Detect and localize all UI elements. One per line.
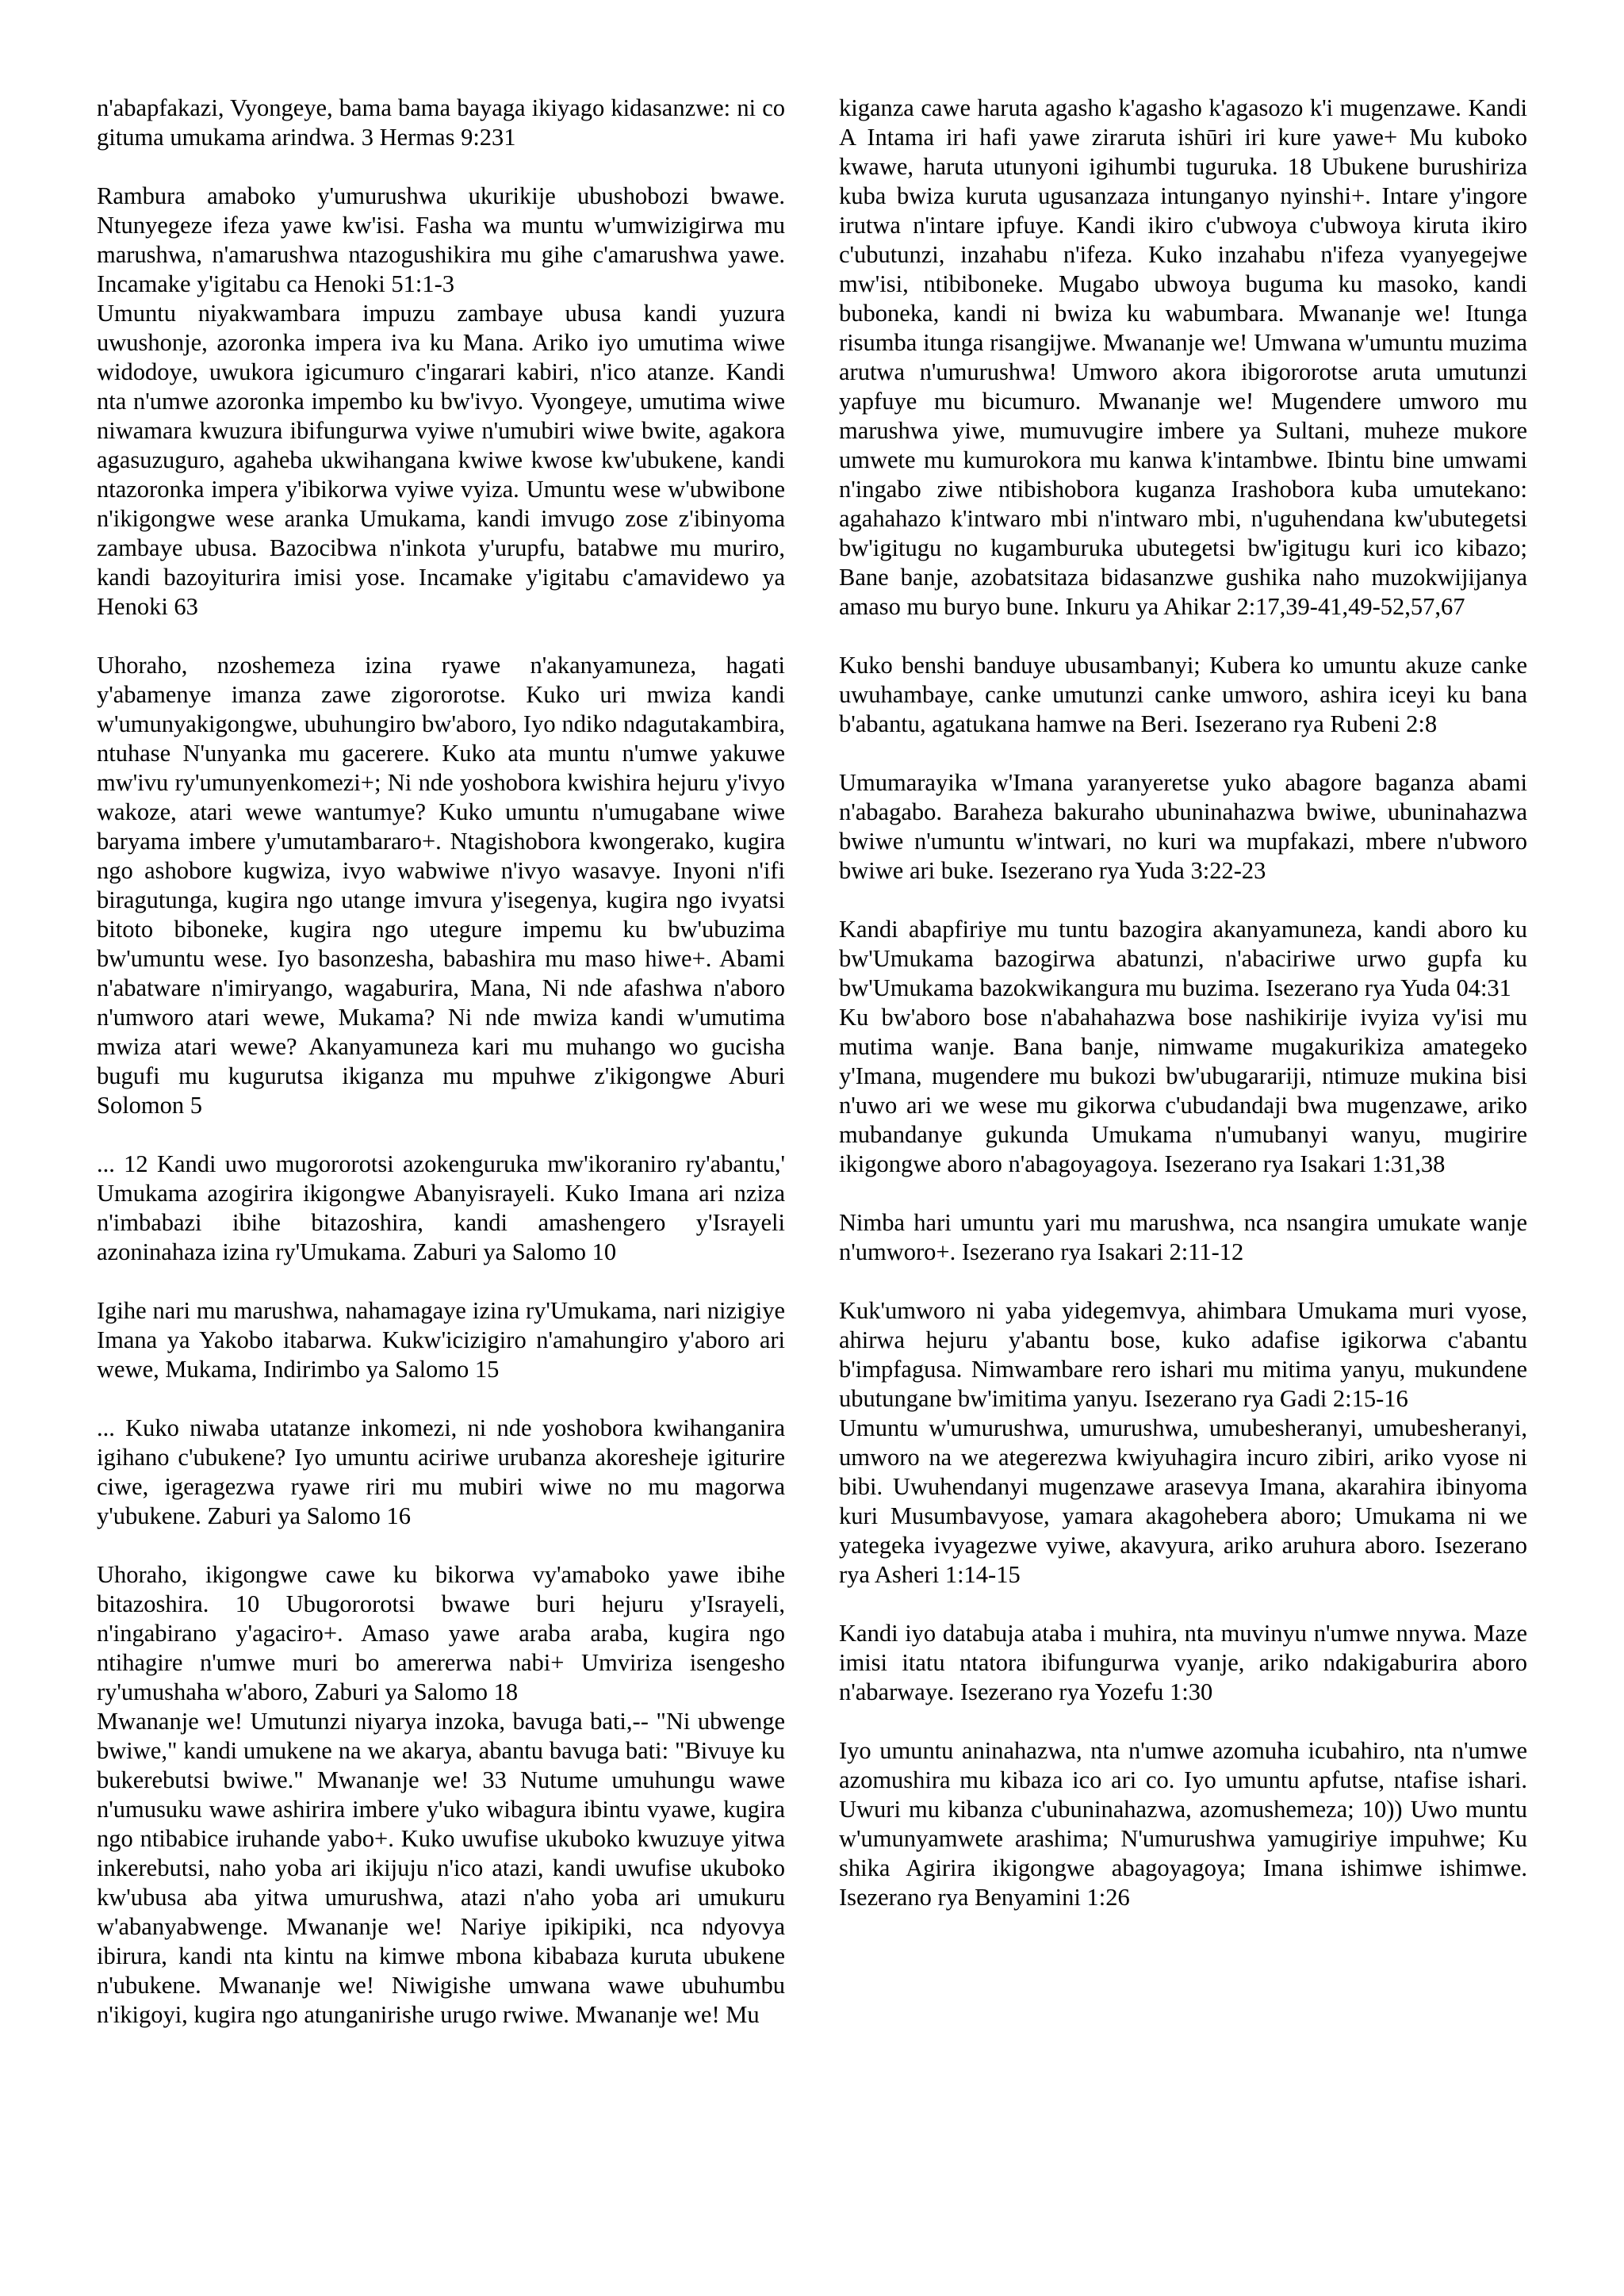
paragraph: Mwananje we! Umutunzi niyarya inzoka, bavuga bati,-- "Ni ubwenge bwiwe," kandi umukene na we akarya, abantu bavuga bati: "Bivuye ku bukerebutsi bwiwe." Mwananje we! 33 Nutume umuhungu wawe n'umusuku wawe ashirira imbere y'uko wibagura ibintu vyawe, kugira ngo ntibabice iruhande yabo+. Kuko uwufise ukuboko kwuzuye yitwa inkerebutsi, naho yoba ari ikijuju n'ico atazi, kandi uwufise ukuboko kw'ubusa aba yitwa umurushwa, atazi n'aho yoba ari umukuru w'abanyabwenge. Mwananje we! Nariye ipikipiki, nca ndyovya ibirura, kandi nta kintu na kimwe mbona kibabaza kuruta ubukene n'ubukene. Mwananje we! Niwigishe umwana wawe ubuhumbu n'ikigoyi, kugira ngo atunganirishe urugo rwiwe. Mwananje we! Mu	[97, 1708, 785, 2028]
paragraph: Kandi abapfiriye mu tuntu bazogira akanyamuneza, kandi aboro ku bw'Umukama bazogirwa abatunzi, n'abaciriwe urwo gupfa ku bw'Umukama bazokwikangura mu buzima. Isezerano rya Yuda 04:31	[839, 916, 1527, 1001]
paragraph: Nimba hari umuntu yari mu marushwa, nca nsangira umukate wanje n'umworo+. Isezerano rya Isakari 2:11-12	[839, 1209, 1527, 1265]
paragraph: ... Kuko niwaba utatanze inkomezi, ni nde yoshobora kwihanganira igihano c'ubukene? Iyo umuntu aciriwe urubanza akoresheje igiturire ciwe, igeragezwa ryawe riri mu mubiri wiwe no mu magorwa y'ubukene. Zaburi ya Salomo 16	[97, 1414, 785, 1529]
paragraph: Uhoraho, ikigongwe cawe ku bikorwa vy'amaboko yawe ibihe bitazoshira. 10 Ubugororotsi bwawe buri hejuru y'Israyeli, n'ingabirano y'agaciro+. Amaso yawe araba araba, kugira ngo ntihagire n'umwe muri bo amererwa nabi+ Umviriza isengesho ry'umushaha w'aboro, Zaburi ya Salomo 18	[97, 1561, 785, 1705]
paragraph: Uhoraho, nzoshemeza izina ryawe n'akanyamuneza, hagati y'abamenye imanza zawe zigororotse. Kuko uri mwiza kandi w'umunyakigongwe, ubuhungiro bw'aboro, Iyo ndiko ndagutakambira, ntuhase N'unyanka mu gacerere. Kuko ata muntu n'umwe yakuwe mw'ivu ry'umunyenkomezi+; Ni nde yoshobora kwishira hejuru y'ivyo wakoze, atari wewe wantumye? Kuko umuntu n'umugabane wiwe baryama imbere y'umutambararo+. Ntagishobora kwongerako, kugira ngo ashobore kugwiza, ivyo wabwiwe n'ivyo wasavye. Inyoni n'ifi biragutunga, kugira ngo utange imvura y'isegenya, kugira ngo ivyatsi bitoto biboneke, kugira ngo utegure impemu ku bw'ubuzima bw'umuntu wese. Iyo basonzesha, babashira mu maso hiwe+. Abami n'abatware n'imiryango, wagaburira, Mana, Ni nde afashwa n'aboro n'umworo atari wewe, Mukama? Ni nde mwiza kandi w'umutima mwiza atari wewe? Akanyamuneza kari mu muhango wo gucisha bugufi mu kugurutsa ikiganza mu mpuhwe z'ikigongwe Aburi Solomon 5	[97, 652, 785, 1119]
paragraph: Umumarayika w'Imana yaranyeretse yuko abagore baganza abami n'abagabo. Baraheza bakuraho ubuninahazwa bwiwe, ubuninahazwa bwiwe n'umuntu w'intwari, no kuri wa mupfakazi, mbere n'ubworo bwiwe ari buke. Isezerano rya Yuda 3:22-23	[839, 769, 1527, 884]
paragraph: kiganza cawe haruta agasho k'agasho k'agasozo k'i mugenzawe. Kandi A Intama iri hafi yawe ziraruta ishūri iri kure yawe+ Mu kuboko kwawe, haruta utunyoni igihumbi tuguruka. 18 Ubukene burushiriza kuba bwiza kuruta ugusanzaza intunganyo nyinshi+. Intare y'ingore irutwa n'intare ipfuye. Kandi ikiro c'ubwoya c'ubwoya kiruta ikiro c'ubutunzi, inzahabu n'ifeza. Kuko inzahabu n'ifeza vyanyegejwe mw'isi, ntibiboneke. Mugabo ubwoya buguma ku masoko, kandi buboneka, kandi ni bwiza ku wabumbara. Mwananje we! Itunga risumba itunga risangijwe. Mwananje we! Umwana w'umuntu muzima arutwa n'umurushwa! Umworo akora ibigororotse aruta umutunzi yapfuye mu bicumuro. Mwananje we! Mugendere umworo mu marushwa yiwe, mumuvugire imbere ya Sultani, muheze mukore umwete mu kumurokora mu kanwa k'intambwe. Ibintu bine umwami n'ingabo ziwe ntibishobora kuganza Irashobora kuba umutekano: agahahazo k'intwaro mbi n'intwaro mbi, n'uguhendana kw'ubutegetsi bw'igitugu no kugamburuka ubutegetsi bw'igitugu kuri ico kibazo; Bane banje, azobatsitaza bidasanzwe gushika naho muzokwijijanya amaso mu buryo bune. Inkuru ya Ahikar 2:17,39-41,49-52,57,67	[839, 94, 1527, 620]
paragraph: Umuntu niyakwambara impuzu zambaye ubusa kandi yuzura uwushonje, azoronka impera iva ku Mana. Ariko iyo umutima wiwe widodoye, uwukora igicumuro c'ingarari kabiri, n'ico atanze. Kandi nta n'umwe azoronka impembo ku bw'ivyo. Vyongeye, umutima wiwe niwamara kwuzura ibifungurwa vyiwe n'umubiri wiwe bwite, agakora agasuzuguro, agaheba ukwihangana kwiwe kwose kw'ubukene, kandi ntazoronka impera y'ibikorwa vyiwe vyiza. Umuntu wese w'ubwibone n'ikigongwe wese aranka Umukama, kandi imvugo zose z'ibinyoma zambaye ubusa. Bazocibwa n'inkota y'urupfu, batabwe mu muriro, kandi bazoyiturira imisi yose. Incamake y'igitabu c'amavidewo ya Henoki 63	[97, 300, 785, 620]
right-column	[839, 94, 1527, 1912]
paragraph: ... 12 Kandi uwo mugororotsi azokenguruka mw'ikoraniro ry'abantu,' Umukama azogirira ikigongwe Abanyisrayeli. Kuko Imana ari nziza n'imbabazi ibihe bitazoshira, kandi amashengero y'Israyeli azoninahaza izina ry'Umukama. Zaburi ya Salomo 10	[97, 1150, 785, 1265]
left-column	[97, 94, 785, 2030]
paragraph: Kuk'umworo ni yaba yidegemvya, ahimbara Umukama muri vyose, ahirwa hejuru y'abantu bose, kuko adafise igikorwa c'abantu b'impfagusa. Nimwambare rero ishari mu mitima yanyu, mukundene ubutungane bw'imitima yanyu. Isezerano rya Gadi 2:15-16	[839, 1297, 1527, 1412]
paragraph: Kuko benshi banduye ubusambanyi; Kubera ko umuntu akuze canke uwuhambaye, canke umutunzi canke umworo, ashira iceyi ku bana b'abantu, agatukana hamwe na Beri. Isezerano rya Rubeni 2:8	[839, 652, 1527, 737]
paragraph: Ku bw'aboro bose n'abahahazwa bose nashikirije ivyiza vy'isi mu mutima wanje. Bana banje, nimwame mugakurikiza amategeko y'Imana, mugendere mu bukozi bw'ubugarariji, ntimuze mukina bisi n'uwo ari we wese mu gikorwa c'ubudandaji bwa mugenzawe, ariko mubandanye gukunda Umukama n'umubanyi wanyu, mugirire ikigongwe aboro n'abagoyagoya. Isezerano rya Isakari 1:31,38	[839, 1004, 1527, 1177]
paragraph: n'abapfakazi, Vyongeye, bama bama bayaga ikiyago kidasanzwe: ni co gituma umukama arindwa. 3 Hermas 9:231	[97, 94, 785, 151]
paragraph: Umuntu w'umurushwa, umurushwa, umubesheranyi, umubesheranyi, umworo na we ategerezwa kwiyuhagira incuro zibiri, ariko vyose ni bibi. Uwuhendanyi mugenzawe arasevya Imana, akarahira ibinyoma kuri Musumbavyose, yamara akagohebera aboro; Umukama ni we yategeka ivyagezwe vyiwe, akavyura, ariko aruhura aboro. Isezerano rya Asheri 1:14-15	[839, 1414, 1527, 1588]
paragraph: Iyo umuntu aninahazwa, nta n'umwe azomuha icubahiro, nta n'umwe azomushira mu kibaza ico ari co. Iyo umuntu apfutse, ntafise ishari. Uwuri mu kibanza c'ubuninahazwa, azomushemeza; 10)) Uwo muntu w'umunyamwete arashima; N'umurushwa yamugiriye impuhwe; Ku shika Agirira ikigongwe abagoyagoya; Imana ishimwe ishimwe. Isezerano rya Benyamini 1:26	[839, 1737, 1527, 1911]
paragraph: Igihe nari mu marushwa, nahamagaye izina ry'Umukama, nari nizigiye Imana ya Yakobo itabarwa. Kukw'icizigiro n'amahungiro y'aboro ari wewe, Mukama, Indirimbo ya Salomo 15	[97, 1297, 785, 1383]
paragraph: Kandi iyo databuja ataba i muhira, nta muvinyu n'umwe nnywa. Maze imisi itatu ntatora ibifungurwa vyanje, ariko ndakigaburira aboro n'abarwaye. Isezerano rya Yozefu 1:30	[839, 1620, 1527, 1705]
paragraph: Rambura amaboko y'umurushwa ukurikije ubushobozi bwawe. Ntunyegeze ifeza yawe kw'isi. Fasha wa muntu w'umwizigirwa mu marushwa, n'amarushwa ntazogushikira mu gihe c'amarushwa yawe. Incamake y'igitabu ca Henoki 51:1-3	[97, 182, 785, 297]
